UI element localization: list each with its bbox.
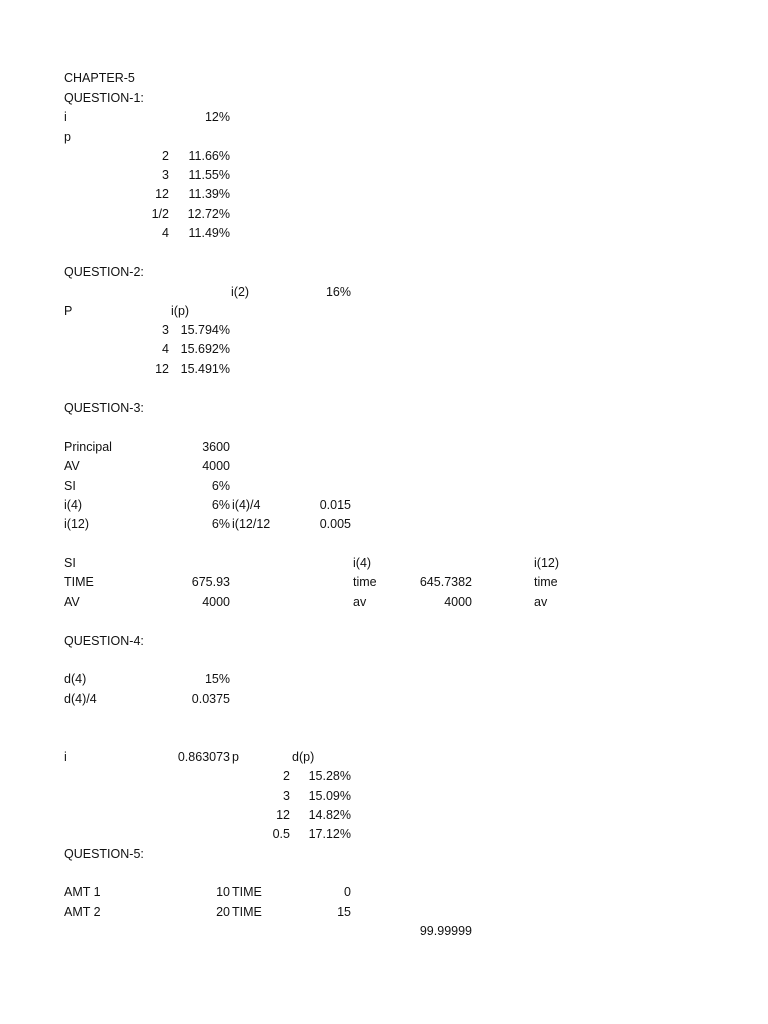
q3-i4-time-value: 645.7382 — [419, 575, 472, 589]
q1-row-p: 2 — [162, 149, 169, 163]
q1-title: QUESTION-1: — [64, 91, 144, 105]
q4-row-p: 2 — [283, 769, 290, 783]
q2-row-rate: 15.491% — [180, 362, 230, 376]
q1-row-rate: 11.66% — [188, 149, 230, 163]
q5-amt1-time-label: TIME — [232, 885, 262, 899]
q1-row-rate: 12.72% — [187, 207, 230, 221]
q3-si-label: SI — [64, 479, 76, 493]
q2-i2-value: 16% — [325, 285, 351, 299]
q2-p-label: P — [64, 304, 73, 318]
chapter-heading: CHAPTER-5 — [64, 71, 135, 85]
q3-i4-av-label: av — [353, 595, 367, 609]
q4-d4-value: 15% — [204, 672, 230, 686]
q5-amt2-label: AMT 2 — [64, 905, 101, 919]
q3-av-label: AV — [64, 459, 80, 473]
q4-d4-div-value: 0.0375 — [191, 692, 230, 706]
q5-amt1-label: AMT 1 — [64, 885, 101, 899]
q2-ip-label: i(p) — [171, 304, 190, 318]
q4-row-p: 3 — [283, 789, 290, 803]
q3-i12-time-label: time — [534, 575, 558, 589]
q2-title: QUESTION-2: — [64, 265, 144, 279]
q5-amt2-value: 20 — [216, 905, 230, 919]
q3-i12-label: i(12) — [64, 517, 90, 531]
q2-row-p: 4 — [162, 342, 169, 356]
q4-p-label: p — [232, 750, 239, 764]
q1-row-p: 1/2 — [151, 207, 169, 221]
q3-si-time-value: 675.93 — [191, 575, 230, 589]
q3-i12-value: 6% — [211, 517, 230, 531]
q3-i4-block-title: i(4) — [353, 556, 372, 570]
q3-i12-div-value: 0.005 — [319, 517, 351, 531]
q3-i12-block-title: i(12) — [534, 556, 560, 570]
q1-i-label: i — [64, 110, 67, 124]
q5-title: QUESTION-5: — [64, 847, 144, 861]
q1-i-value: 12% — [204, 110, 230, 124]
q1-row-p: 12 — [155, 187, 169, 201]
q3-i12-div-label: i(12/12 — [232, 517, 271, 531]
q5-amt2-time-value: 15 — [337, 905, 351, 919]
q5-result: 99.99999 — [419, 924, 472, 938]
q1-row-rate: 11.49% — [188, 226, 230, 240]
q3-i4-div-value: 0.015 — [319, 498, 351, 512]
q5-amt1-time-value: 0 — [344, 885, 351, 899]
q2-row-p: 12 — [155, 362, 169, 376]
q2-row-rate: 15.692% — [180, 342, 230, 356]
q4-row-p: 0.5 — [272, 827, 290, 841]
q1-row-p: 4 — [162, 226, 169, 240]
q4-row-rate: 15.28% — [308, 769, 351, 783]
q3-principal-label: Principal — [64, 440, 112, 454]
q5-amt1-value: 10 — [216, 885, 230, 899]
q4-row-rate: 17.12% — [308, 827, 351, 841]
q3-si-block-title: SI — [64, 556, 76, 570]
q3-i4-av-value: 4000 — [444, 595, 472, 609]
q5-amt2-time-label: TIME — [232, 905, 262, 919]
q4-d4-div-label: d(4)/4 — [64, 692, 97, 706]
q3-i12-av-label: av — [534, 595, 548, 609]
q3-i4-div-label: i(4)/4 — [232, 498, 261, 512]
q4-row-p: 12 — [276, 808, 290, 822]
q4-dp-label: d(p) — [292, 750, 315, 764]
q4-i-label: i — [64, 750, 67, 764]
q1-row-p: 3 — [162, 168, 169, 182]
q3-i4-value: 6% — [211, 498, 230, 512]
q2-row-rate: 15.794% — [180, 323, 230, 337]
q3-si-time-label: TIME — [64, 575, 94, 589]
q1-row-rate: 11.39% — [188, 187, 230, 201]
q3-principal-value: 3600 — [202, 440, 230, 454]
q3-si-av-label: AV — [64, 595, 80, 609]
q2-i2-label: i(2) — [231, 285, 250, 299]
q3-si-value: 6% — [211, 479, 230, 493]
q4-d4-label: d(4) — [64, 672, 87, 686]
q4-row-rate: 15.09% — [308, 789, 351, 803]
q3-i4-time-label: time — [353, 575, 377, 589]
q3-i4-label: i(4) — [64, 498, 83, 512]
q1-p-label: p — [64, 130, 71, 144]
q2-row-p: 3 — [162, 323, 169, 337]
q3-title: QUESTION-3: — [64, 401, 144, 415]
q1-row-rate: 11.55% — [188, 168, 230, 182]
q3-si-av-value: 4000 — [202, 595, 230, 609]
q4-row-rate: 14.82% — [308, 808, 351, 822]
q4-title: QUESTION-4: — [64, 634, 144, 648]
q3-av-value: 4000 — [202, 459, 230, 473]
q4-i-value: 0.863073 — [177, 750, 230, 764]
